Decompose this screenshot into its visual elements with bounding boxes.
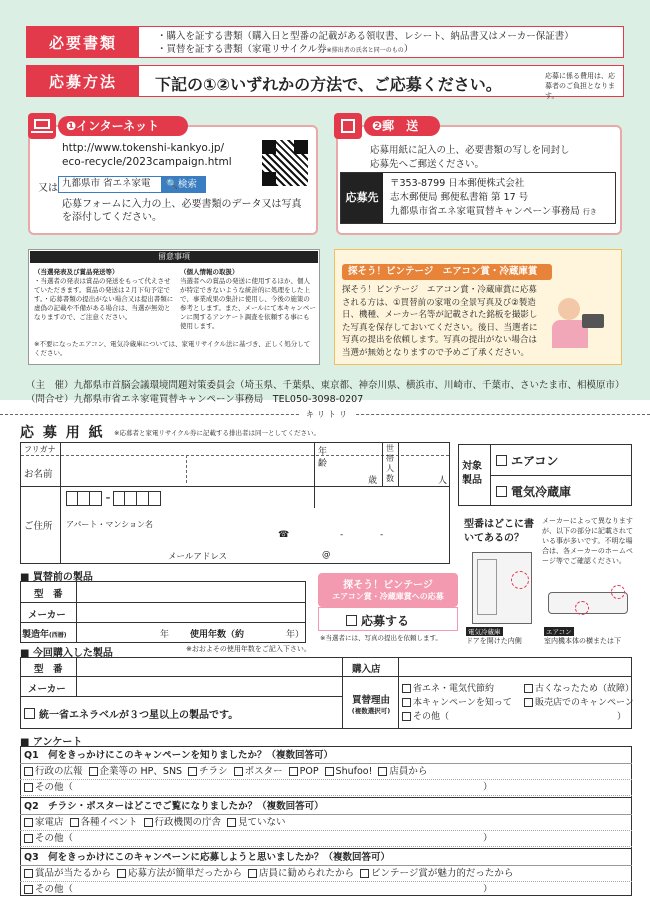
q1-option-5-label: Shufoo! [335,766,373,777]
required-docs-line2-small: ※排出者の氏名と同一のもの [326,47,404,54]
q1-option-1-label: 企業等の HP、SNS [99,766,183,777]
before-year-text: 製造年 [22,630,50,640]
q1-option-2-label: チラシ [199,766,228,777]
q3-option-1-checkbox[interactable] [117,869,126,878]
now-product-heading: ■ 今回購入した製品 [20,648,113,659]
apply-method-text: 下記の①②いずれかの方法で、ご応募ください。 [155,75,502,94]
vintage-apply-title1: 探そう！ビンテージ [343,580,433,591]
q2-option-2[interactable] [144,817,222,828]
furigana-label: フリガナ [24,445,56,454]
before-year-unit: 年 [160,630,170,640]
model-where-desc: メーカーによって異なりますが、以下の部分に記載されている事が多いです。不明な場合は、各メーカーのホームページ等でご確認ください。 [542,517,633,565]
reason-opt3-label: 本キャンペーンを知って [413,698,512,708]
q2-other[interactable] [20,831,632,847]
aircon-option-label: エアコン [511,454,559,468]
q1-option-2[interactable] [188,766,228,777]
label-check-text: 統一省エネラベルが３つ星以上の製品です。 [39,710,239,721]
vintage-text: 探そう！ビンテージ エアコン賞・冷蔵庫賞に応募される方は、①買替前の家電の全景写真及び②製造日、機種、メーカー名等が記載された銘板を撮影した写真を保存しておいてください。後日、当選者に写真の提出を依頼します。写真の提出がない場合は当選が無効となりますので予めご了承ください。 [342,285,538,358]
search-button[interactable] [162,176,206,193]
q1-option-0[interactable] [24,766,83,777]
notice-col1-text: ・当選者の発表は賞品の発送をもって代えさせていただきます。賞品の発送は２月下旬予定です。・応募書類の提出がない場合又は提出書類に虚偽の記載や不備がある場合は、当選が無効となりますので、ご注意ください。 [34,277,174,321]
reason-label [344,692,398,715]
q2-other-checkbox[interactable] [24,834,33,843]
destination-suffix: 行き [582,208,597,216]
q3-option-0[interactable] [24,868,111,879]
before-use-years: 使用年数（約 [190,630,245,640]
aircon-checkbox[interactable] [496,455,507,466]
reason-opt5-end: ） [617,712,627,722]
q3-options [20,866,632,882]
before-use-unit: 年） [286,630,305,640]
aircon-label: エアコン [546,628,572,636]
q1-option-0-checkbox[interactable] [24,767,33,776]
reason-opt5-checkbox[interactable] [402,712,411,721]
q3-option-0-checkbox[interactable] [24,869,33,878]
reason-opt3-checkbox[interactable] [402,698,411,707]
q2-title: Q2 チラシ・ポスターはどこでご覧になりましたか？（複数回答可） [20,799,632,815]
q1-option-6[interactable] [378,766,427,777]
reason-opt2-label: 古くなったため（故障） [535,684,635,694]
notice-col1-head: （当選発表及び賞品発送等） [34,268,119,276]
survey-q1 [20,748,632,796]
q1-option-3-checkbox[interactable] [234,767,243,776]
model-where-title: 型番はどこに書いてあるの？ [464,519,534,544]
q3-option-3-label: ビンテージ賞が魅力的だったから [371,868,514,879]
apply-method-label: 応募方法 [27,66,139,96]
age-label: 年齢 [318,447,328,469]
q1-option-5-checkbox[interactable] [325,767,334,776]
apply-method-box [26,65,624,100]
reason-opt4[interactable] [524,698,634,708]
q1-option-2-checkbox[interactable] [188,767,197,776]
target-aircon-option[interactable] [496,452,558,469]
vintage-apply-option[interactable] [346,612,409,629]
cut-label: キリトリ [300,409,356,420]
q2-option-2-checkbox[interactable] [144,818,153,827]
q2-option-2-label: 行政機関の庁舎 [154,817,222,828]
notice-title: 留意事項 [30,251,318,263]
required-docs-label: 必要書類 [27,27,139,57]
camera-illustration [548,292,612,350]
q3-other[interactable] [20,882,632,898]
sponsor-line1: （主 催）九都県市首脳会議環境問題対策委員会（埼玉県、千葉県、東京都、神奈川県、横浜市、川崎市、千葉市、さいたま市、相模原市） [26,380,625,391]
form-title: 応 募 用 紙 [20,425,105,441]
q1-option-3[interactable] [234,766,283,777]
q3-option-1-label: 応募方法が簡単だったから [128,868,243,879]
q2-option-3-checkbox[interactable] [227,818,236,827]
survey-q2 [20,799,632,847]
vintage-apply-label: 応募する [361,614,410,628]
post-title: ❷郵 送 [364,116,440,136]
reason-small: (複数選択可) [351,707,391,715]
notice-footer: ※不要になったエアコン、電気冷蔵庫については、家電リサイクル法に基づき、正しく処分してください。 [34,340,311,357]
destination-addr3: 九都県市省エネ家電買替キャンペーン事務局 [390,206,580,217]
required-docs-line2: ・買替を証する書類（家電リサイクル券 [157,44,327,55]
internet-title: ❶インターネット [58,116,188,136]
qr-code [262,140,308,186]
q3-option-2-label: 店員に勧められたから [259,868,355,879]
vintage-apply-note: ※当選者には、写真の提出を依頼します。 [320,634,442,642]
reason-opt2-checkbox[interactable] [524,684,533,693]
q1-option-4[interactable] [289,766,319,777]
label-checkbox[interactable] [24,708,35,719]
search-icon: 🔍 [166,179,178,190]
q3-other-label: その他（ [35,884,74,895]
q1-title: Q1 何をきっかけにこのキャンペーンを知りましたか？（複数回答可） [20,748,632,764]
q1-options [20,764,632,780]
before-maker-label: メーカー [28,610,66,621]
q1-option-1[interactable] [89,766,183,777]
q2-option-3-label: 見ていない [238,817,286,828]
apply-method-note: 応募に係る費用は、応募者のご負担となります。 [545,72,615,100]
post-desc2: 応募先へご郵送ください。 [370,159,485,170]
required-docs-line2-end: ） [403,44,414,55]
survey-heading: ■ アンケート [20,737,83,748]
internet-url-line1[interactable]: http://www.tokenshi-kankyo.jp/ [62,142,225,154]
laptop-icon [28,113,56,139]
fridge-label: 電気冷蔵庫 [468,628,501,636]
before-year-small: (西暦) [49,632,67,639]
destination-label: 応募先 [341,173,383,223]
q2-other-label: その他（ [35,833,74,844]
fridge-note: ドアを開けた内側 [466,637,522,645]
q2-option-0[interactable] [24,817,64,828]
q1-other-checkbox[interactable] [24,783,33,792]
vintage-title: 探そう！ビンテージ エアコン賞・冷蔵庫賞 [342,264,552,280]
pencil-icon [334,113,362,139]
email-label: メールアドレス [168,552,228,562]
sponsor-line2: （問合せ）九都県市省エネ家電買替キャンペーン事務局 TEL050-3098-0207 [26,394,364,405]
tel-sep2: - [380,530,384,540]
q2-option-1-checkbox[interactable] [70,818,79,827]
reason-text: 買替理由 [351,695,390,706]
fridge-checkbox[interactable] [496,486,507,497]
reason-opt5-label: その他（ [413,712,450,722]
required-docs-box [26,26,624,58]
before-year-label [22,627,67,640]
vintage-apply-header [318,573,458,607]
email-at: @ [322,550,331,560]
q3-option-2[interactable] [248,868,354,879]
q3-other-end: ） [483,884,493,895]
now-model-label: 型 番 [34,664,63,675]
or-text: 又は [38,183,58,194]
q3-other-checkbox[interactable] [24,885,33,894]
form-title-note: ※応募者と家電リサイクル券に記載する排出者は同一としてください。 [114,429,321,437]
q3-option-2-checkbox[interactable] [248,869,257,878]
before-model-label: 型 番 [34,589,63,600]
fridge-illustration [472,552,532,624]
internet-url-line2[interactable]: eco-recycle/2023campaign.html [62,156,232,168]
internet-desc: 応募フォームに入力の上、必要書類のデータ又は写真を添付してください。 [62,199,302,223]
destination-addr1: 〒353-8799 日本郵便株式会社 [390,178,525,189]
label-check-option[interactable] [24,706,238,721]
q1-option-5[interactable] [325,766,373,777]
q1-other-end: ） [483,782,493,793]
fridge-option-label: 電気冷蔵庫 [511,485,572,499]
q1-option-6-label: 店員から [389,766,428,777]
q2-option-1-label: 各種イベント [80,817,138,828]
household-unit: 人 [438,476,448,486]
target-fridge-option[interactable] [496,483,571,500]
survey-q3 [20,850,632,898]
q2-option-1[interactable] [70,817,138,828]
notice-col2-head: （個人情報の取扱） [180,268,239,276]
required-docs-line1: ・購入を証する書類（購入日と型番の記載がある領収書、レシート、納品書又はメーカー保証書） [157,31,574,42]
vintage-apply-checkbox[interactable] [346,615,357,626]
postal-boxes[interactable]: - [66,490,161,506]
q2-option-3[interactable] [227,817,286,828]
reason-opt4-checkbox[interactable] [524,698,533,707]
q1-option-4-label: POP [299,766,319,777]
before-note: ※おおよその使用年数をご記入下さい。 [186,645,311,653]
age-unit: 歳 [368,476,378,486]
q3-option-0-label: 賞品が当たるから [35,868,112,879]
reason-opt3[interactable] [402,696,518,710]
q1-option-0-label: 行政の広報 [35,766,83,777]
q3-option-3[interactable] [360,868,513,879]
before-product-heading: ■ 買替前の製品 [20,572,93,583]
furigana-row-line [21,455,449,456]
reason-opt1[interactable] [402,682,518,696]
q3-option-3-checkbox[interactable] [360,869,369,878]
phone-icon: ☎ [278,530,290,540]
q1-option-4-checkbox[interactable] [289,767,298,776]
reason-opt1-checkbox[interactable] [402,684,411,693]
search-button-label: 検索 [177,179,197,190]
reason-opt4-label: 販売店でのキャンペーン [535,698,634,708]
q2-option-0-label: 家電店 [35,817,64,828]
household-label: 世帯人数 [386,444,394,483]
q2-other-end: ） [483,833,493,844]
post-desc1: 応募用紙に記入の上、必要書類の写しを同封し [370,145,570,156]
apartment-label: アパート・マンション名 [66,520,153,529]
reason-opt1-label: 省エネ・電気代節約 [413,684,495,694]
destination-addr2: 志木郵便局 郵便私書箱 第 17 号 [390,192,529,203]
address-label: ご住所 [24,521,53,532]
q2-option-0-checkbox[interactable] [24,818,33,827]
vintage-apply-title2: エアコン賞・冷蔵庫賞への応募 [332,592,444,601]
tel-sep1: - [340,530,344,540]
reason-opt2[interactable] [524,684,634,694]
q1-option-6-checkbox[interactable] [378,767,387,776]
name-label: お名前 [24,469,53,480]
aircon-illustration [548,592,628,614]
reason-opt5[interactable] [402,710,634,724]
q3-option-1[interactable] [117,868,242,879]
q2-options [20,815,632,831]
now-maker-label: メーカー [28,684,66,695]
target-product-label: 対象製品 [462,461,482,486]
aircon-note: 室内機本体の横または下 [544,637,621,645]
search-input[interactable]: 九都県市 省エネ家電 [58,176,162,193]
q1-other[interactable] [20,780,632,796]
store-label: 購入店 [352,664,381,675]
q1-other-label: その他（ [35,782,74,793]
q1-option-3-label: ポスター [244,766,283,777]
q3-title: Q3 何をきっかけにこのキャンペーンに応募しようと思いましたか？（複数回答可） [20,850,632,866]
notice-col2-text: 当選者への賞品の発送に使用するほか、個人が特定できないような統計的に処理をした上で、事業成果の集計に使用し、今後の施策の参考とします。また、メールにて本キャンペーンに関するアンケート調査を依頼する事にも使用します。 [180,277,316,330]
q1-option-1-checkbox[interactable] [89,767,98,776]
